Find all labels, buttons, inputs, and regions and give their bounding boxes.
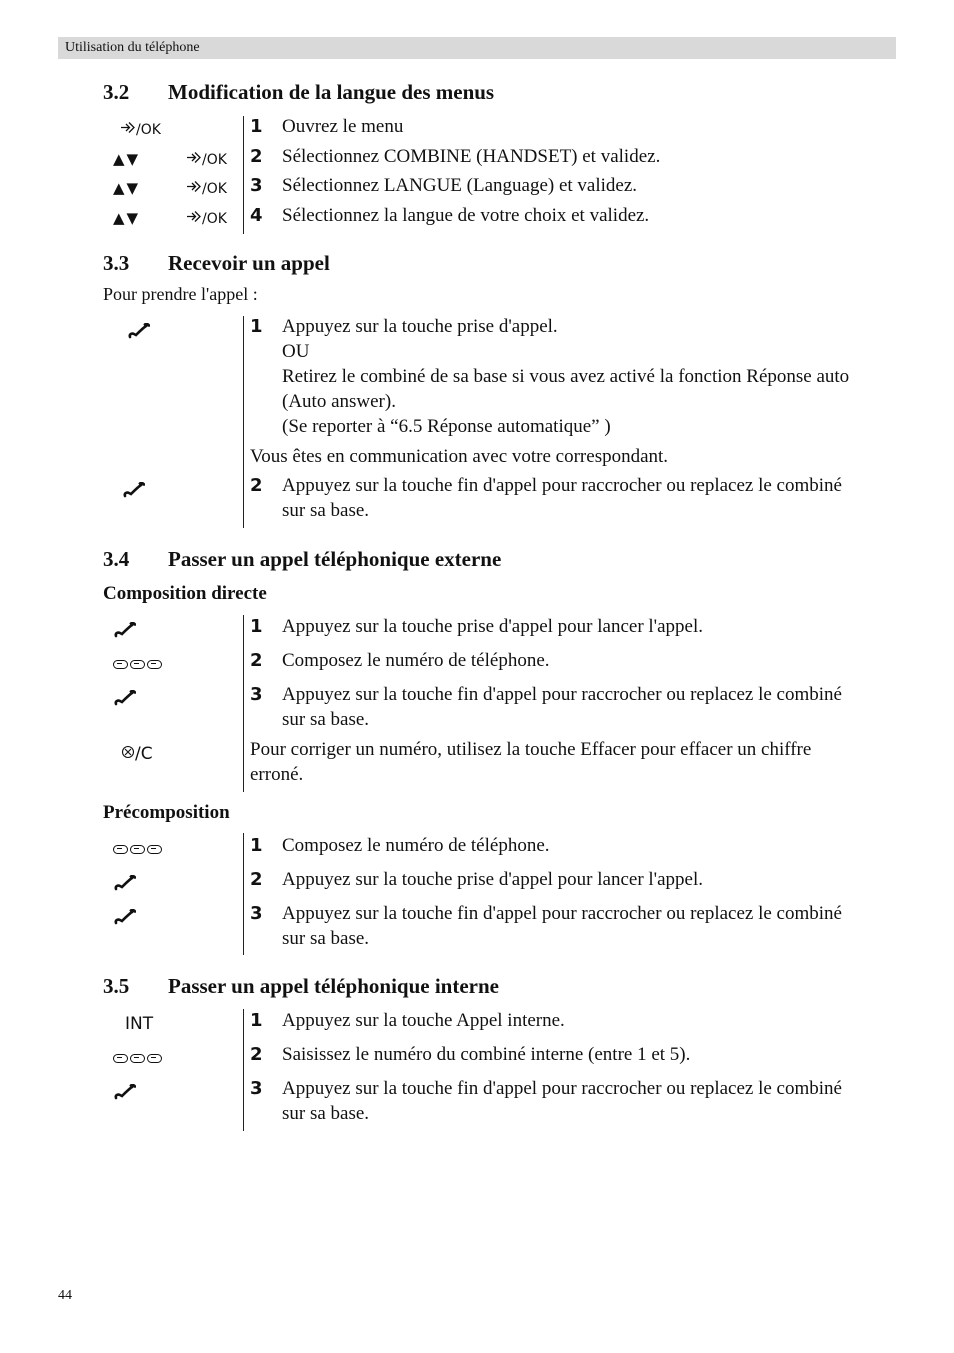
section-title: Passer un appel téléphonique externe: [168, 547, 502, 571]
step-item: 1 Ouvrez le menu: [250, 116, 404, 137]
status-note: Vous êtes en communication avec votre correspondant.: [250, 446, 669, 467]
step-item: 2 Sélectionnez COMBINE (HANDSET) et validez.: [250, 146, 661, 167]
step-item: 1 Appuyez sur la touche Appel interne.: [250, 1010, 565, 1031]
phone-handset-icon: [114, 622, 136, 642]
step-item: 3 Appuyez sur la touche fin d'appel pour raccrocher ou replacez le combiné sur sa base.: [250, 903, 842, 949]
step-divider: [243, 116, 244, 234]
section-title: Passer un appel téléphonique interne: [168, 974, 499, 998]
step-item: 2 Appuyez sur la touche prise d'appel pour lancer l'appel.: [250, 869, 703, 890]
step-item: 3 Appuyez sur la touche fin d'appel pour raccrocher ou replacez le combiné sur sa base.: [250, 1078, 842, 1124]
enter-ok-icon: /OK: [120, 121, 161, 138]
section-3-2-heading: [103, 80, 494, 105]
page-number: 44: [58, 1288, 72, 1303]
step-divider: [243, 615, 244, 792]
section-3-3-heading: [103, 251, 330, 276]
section-3-4-heading: [103, 547, 501, 572]
step-item: 2 Appuyez sur la touche fin d'appel pour raccrocher ou replacez le combiné sur sa base.: [250, 475, 842, 521]
step-divider: [243, 316, 244, 528]
step-divider: [243, 1009, 244, 1131]
enter-ok-icon: /OK: [186, 210, 227, 227]
running-title: Utilisation du téléphone: [65, 40, 200, 55]
clear-key-icon: /C: [121, 744, 153, 764]
intercom-key-icon: INT: [125, 1014, 154, 1034]
section-title: Recevoir un appel: [168, 251, 330, 275]
step-item: 1 Appuyez sur la touche prise d'appel. OU Retirez le combiné de sa base si vous avez activé la fonction Réponse auto (Auto answer). (Se reporter à “6.5 Réponse automatique” ): [250, 316, 850, 437]
section-number: 3.4: [103, 547, 130, 571]
keypad-icon: [113, 660, 162, 669]
keypad-icon: [113, 1054, 162, 1063]
step-item: 3 Sélectionnez LANGUE (Language) et validez.: [250, 175, 638, 196]
up-down-arrows-icon: ▲▼: [113, 150, 141, 168]
intro-text: Pour prendre l'appel :: [103, 284, 258, 304]
section-number: 3.3: [103, 251, 130, 275]
phone-handset-icon: [128, 323, 150, 343]
section-3-5-heading: [103, 974, 499, 999]
step-divider: [243, 833, 244, 955]
section-number: 3.5: [103, 974, 130, 998]
keypad-icon: [113, 845, 162, 854]
step-item: 1 Composez le numéro de téléphone.: [250, 835, 550, 856]
correction-note: Pour corriger un numéro, utilisez la touche Effacer pour effacer un chiffre erroné.: [250, 739, 812, 785]
phone-handset-icon: [114, 909, 136, 929]
up-down-arrows-icon: ▲▼: [113, 209, 141, 227]
step-item: 4 Sélectionnez la langue de votre choix et validez.: [250, 205, 650, 226]
phone-handset-icon: [114, 875, 136, 895]
section-title: Modification de la langue des menus: [168, 80, 495, 104]
enter-ok-icon: /OK: [186, 180, 227, 197]
enter-ok-icon: /OK: [186, 151, 227, 168]
step-item: 3 Appuyez sur la touche fin d'appel pour raccrocher ou replacez le combiné sur sa base.: [250, 684, 842, 730]
subsection-title: Composition directe: [103, 583, 267, 604]
step-item: 2 Composez le numéro de téléphone.: [250, 650, 550, 671]
step-item: 2 Saisissez le numéro du combiné interne (entre 1 et 5).: [250, 1044, 691, 1065]
phone-handset-icon: [123, 482, 145, 502]
step-item: 1 Appuyez sur la touche prise d'appel pour lancer l'appel.: [250, 616, 703, 637]
up-down-arrows-icon: ▲▼: [113, 179, 141, 197]
subsection-title: Précomposition: [103, 802, 230, 823]
phone-handset-icon: [114, 1084, 136, 1104]
phone-handset-icon: [114, 690, 136, 710]
section-number: 3.2: [103, 80, 130, 104]
running-header: [58, 37, 896, 59]
